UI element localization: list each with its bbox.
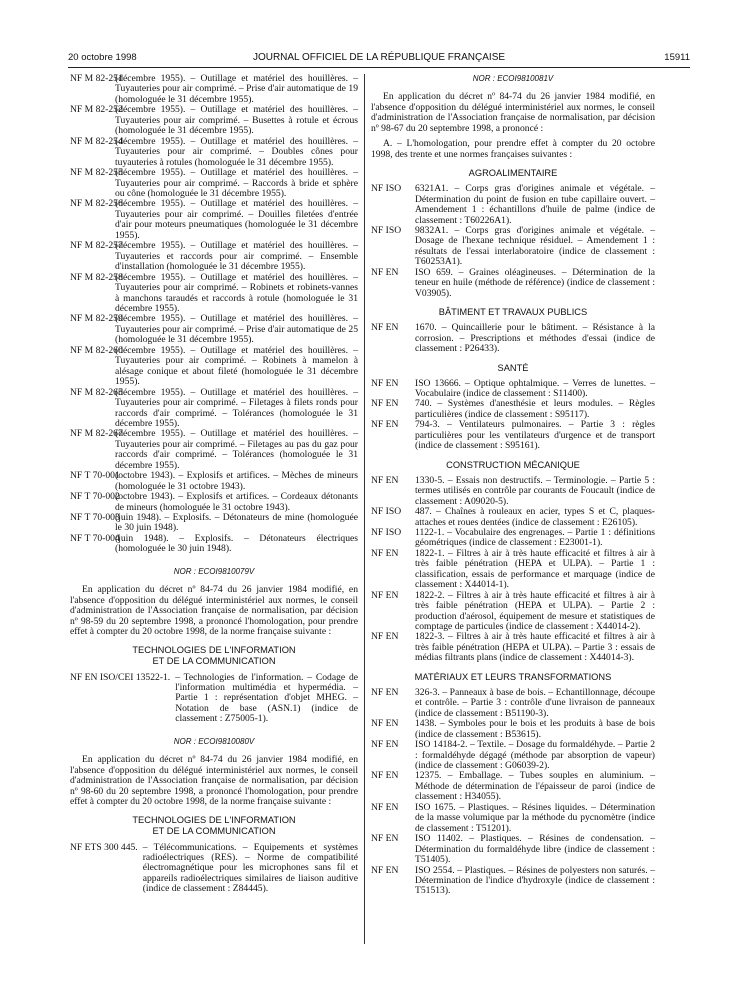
standard-description: 1670. – Quincaillerie pour le bâtiment. – Résistance à la corrosion. – Prescriptions et méthodes d'essai (indice de classement : P26433). <box>415 322 655 355</box>
standard-code: NF EN <box>371 377 399 389</box>
standard-entry <box>70 273 358 315</box>
standard-description: 12375. – Emballage. – Tubes souples en aluminium. – Méthode de détermination de l'épaisseur de paroi (indice de classement : H34055). <box>415 770 655 803</box>
standard-code: NF EN <box>371 547 399 559</box>
standard-entry <box>371 834 655 865</box>
section-title: CONSTRUCTION MÉCANIQUE <box>446 459 580 470</box>
standard-entry <box>371 399 655 420</box>
spacer <box>371 299 655 307</box>
standard-description: (décembre 1955). – Outillage et matériel des houillères. – Tuyauteries et raccords pour air comprimé. – Ensemble d'installation (homologuée le 31 décembre 1955). <box>115 240 358 273</box>
standard-entry <box>70 513 358 534</box>
section-title: BÂTIMENT ET TRAVAUX PUBLICS <box>438 307 588 318</box>
standard-entry <box>371 420 655 451</box>
standard-code: NF EN ISO/CEI 13522-1. <box>70 671 171 683</box>
standard-code: NF ISO <box>371 183 402 195</box>
standard-entry <box>70 429 358 471</box>
standard-description: 6321A1. – Corps gras d'origines animale et végétale. – Détermination du point de fusion en tube capillaire ouvert. – Amendement 1 : échantillons d'huile de palme (indice de classement : T60226A1). <box>415 183 655 226</box>
standard-description: (décembre 1955). – Outillage et matériel des houillères. – Tuyauteries pour air comprimé. – Douilles filetées d'entrée d'air pour moteurs pneumatiques (homologuée le 31 décembre 1955). <box>115 198 358 241</box>
standard-code: NF EN <box>371 589 399 601</box>
standard-entry <box>70 534 358 555</box>
section-title: ET DE LA COMMUNICATION <box>152 655 276 666</box>
standard-entry <box>70 388 358 430</box>
standard-entry <box>70 137 358 168</box>
standard-code: NF M 82-258 <box>70 271 123 283</box>
decree-paragraph: En application du décret nº 84-74 du 26 janvier 1984 modifié, en l'absence d'opposition du délégué interministériel aux normes, le conseil d'administration de l'Association française de normalisation, par décision nº 98-60 du 20 septembre 1998, a prononcé l'homologation, pour prendre effet à compter du 20 octobre 1998, de la norme française suivante : <box>70 754 358 808</box>
standard-code: NF ISO <box>371 526 402 538</box>
standard-code: NF EN <box>371 686 399 698</box>
standard-entry <box>371 379 655 400</box>
left-column <box>70 74 358 895</box>
standard-entry <box>70 74 358 105</box>
standard-code: NF M 82-254 <box>70 135 123 147</box>
standard-code: NF M 82-256 <box>70 198 123 210</box>
standard-description: ISO 14184-2. – Textile. – Dosage du formaldéhyde. – Partie 2 : formaldéhyde dégagé (méthode par absorption de vapeur) (indice de classement : G06039-2). <box>415 739 655 772</box>
standard-code: NF M 82-252 <box>70 104 123 116</box>
standard-entry <box>371 528 655 549</box>
standard-entry <box>371 268 655 299</box>
standard-entry <box>70 314 358 345</box>
standard-description: (octobre 1943). – Explosifs et artifices. – Cordeaux détonants de mineurs (homologuée le 31 octobre 1943). <box>115 491 358 513</box>
standard-entry <box>371 507 655 528</box>
standard-description: (décembre 1955). – Outillage et matériel des houillères. – Tuyauteries pour air comprimé. – Filetages à filets ronds pour raccords d'air comprimé. – Tolérances (homologuée le 31 décembre 1955). <box>115 386 358 429</box>
page-number: 15911 <box>664 52 690 63</box>
section-title: TECHNOLOGIES DE L'INFORMATION <box>132 814 296 825</box>
left-entries <box>70 74 358 555</box>
standard-code: NF M 82-255 <box>70 167 123 179</box>
standard-code: NF T 70-003 <box>70 512 120 524</box>
standard-code: NF ISO <box>371 506 402 518</box>
standard-code: NF T 70-001 <box>70 470 120 482</box>
standard-description: 1822-3. – Filtres à air à très haute efficacité et filtres à air à très faible pénétration (HEPA et ULPA). – Partie 3 : essais de médias filtrants plans (indice de classement : X44014-3). <box>415 631 655 664</box>
standard-entry <box>371 803 655 834</box>
standard-entry <box>371 184 655 226</box>
standard-description: ISO 13666. – Optique ophtalmique. – Verres de lunettes. – Vocabulaire (indice de classement : S11400). <box>415 377 655 399</box>
standard-code: NF EN <box>371 739 399 751</box>
journal-title: JOURNAL OFFICIEL DE LA RÉPUBLIQUE FRANÇAISE <box>252 52 506 63</box>
standard-code: NF EN <box>371 419 399 431</box>
standard-code: NF ETS 300 445. <box>70 841 138 853</box>
standard-entry <box>70 199 358 241</box>
standard-code: NF EN <box>371 631 399 643</box>
standard-description: (décembre 1955). – Outillage et matériel des houillères. – Tuyauteries pour air comprimé. – Robinets à mamelon à alésage conique et about fileté (homologuée le 31 décembre 1955). <box>115 344 358 388</box>
section-title: SANTÉ <box>497 362 529 373</box>
standard-code: NF T 70-004 <box>70 532 120 544</box>
standard-description: 326-3. – Panneaux à base de bois. – Echantillonnage, découpe et contrôle. – Partie 3 : contrôle d'une livraison de panneaux (indice de classement : B51190-3). <box>415 686 655 719</box>
standard-entry <box>371 226 655 268</box>
standard-description: (décembre 1955). – Outillage et matériel des houillères. – Tuyauteries pour air comprimé. – Prise d'air automatique de 19 (homologuée le 31 décembre 1955). <box>115 73 358 105</box>
standard-description: – Technologies de l'information. – Codage de l'information multimédia et hypermédia. – Partie 1 : représentation d'objet MHEG. – Notation de base (ASN.1) (indice de classement : Z75005-1). <box>175 671 358 725</box>
standard-entry <box>70 843 358 895</box>
spacer <box>371 355 655 363</box>
standard-description: ISO 1675. – Plastiques. – Résines liquides. – Détermination de la masse volumique par la méthode du pycnomètre (indice de classement : T51201). <box>415 801 655 834</box>
standard-code: NF M 82-257 <box>70 240 123 252</box>
right-column <box>371 74 655 897</box>
standard-description: (décembre 1955). – Outillage et matériel des houillères. – Tuyauteries pour air comprimé. – Doubles cônes pour tuyauteries à rotules (homologuée le 31 décembre 1955). <box>115 135 358 168</box>
column-separator <box>364 74 365 944</box>
standard-code: NF EN <box>371 718 399 730</box>
standard-description: – Télécommunications. – Equipements et systèmes radioélectriques (RES). – Norme de compatibilité électromagnétique pour les microphones sans fil et appareils radioélectriques similaires de liaison auditive (indice de classement : Z84445). <box>142 841 358 895</box>
standard-code: NF EN <box>371 266 399 278</box>
standard-description: 1330-5. – Essais non destructifs. – Terminologie. – Partie 5 : termes utilisés en contrôle par courants de Foucault (indice de classement : A09020-5). <box>415 474 655 507</box>
standard-entry <box>70 105 358 136</box>
standard-entry <box>70 168 358 199</box>
standard-description: 1822-1. – Filtres à air à très haute efficacité et filtres à air à très faible pénétration (HEPA et ULPA). – Partie 1 : classification, essais de performance et marquage (indice de classement : X44014-1). <box>415 547 655 591</box>
nor-reference: NOR : ECOI9810080V <box>173 736 255 746</box>
standard-entry <box>371 719 655 740</box>
standard-description: (décembre 1955). – Outillage et matériel des houillères. – Tuyauteries pour air comprimé. – Busettes à rotule et écrous (homologuée le 31 décembre 1955). <box>115 104 358 137</box>
standard-entry <box>371 771 655 802</box>
standard-description: (octobre 1943). – Explosifs et artifices. – Mèches de mineurs (homologuée le 31 octobre 1943). <box>115 470 358 492</box>
decree-paragraph: En application du décret nº 84-74 du 26 janvier 1984 modifié, en l'absence d'opposition du délégué interministériel aux normes, le conseil d'administration de l'Association française de normalisation, par décision nº 98-59 du 20 septembre 1998, a prononcé l'homologation, pour prendre effet à compter du 20 octobre 1998, de la norme française suivante : <box>70 584 358 638</box>
standard-entry <box>70 492 358 513</box>
standard-code: NF ISO <box>371 224 402 236</box>
standard-code: NF M 82-259 <box>70 313 123 325</box>
section-title: TECHNOLOGIES DE L'INFORMATION <box>132 644 296 655</box>
standard-description: 1438. – Symboles pour le bois et les produits à base de bois (indice de classement : B53615). <box>415 718 655 740</box>
standard-code: NF T 70-002 <box>70 491 120 503</box>
standard-description: 9832A1. – Corps gras d'origines animale et végétale. – Dosage de l'hexane technique résiduel. – Amendement 1 : résultats de l'essai interlaboratoire (indice de classement : T60253A1). <box>415 224 655 268</box>
standard-description: ISO 2554. – Plastiques. – Résines de polyesters non saturés. – Détermination de l'indice d'hydroxyle (indice de classement : T51513). <box>415 864 655 897</box>
standard-code: NF M 82-260 <box>70 344 123 356</box>
header-date: 20 octobre 1998 <box>68 52 137 63</box>
nor-reference: NOR : ECOI9810081V <box>472 74 554 83</box>
standard-entry <box>70 471 358 492</box>
homologation-paragraph: A. – L'homologation, pour prendre effet à compter du 20 octobre 1998, des trente et une normes françaises suivantes : <box>371 138 655 160</box>
section-title: AGROALIMENTAIRE <box>468 168 558 179</box>
standard-code: NF M 82-267 <box>70 428 123 440</box>
standard-code: NF EN <box>371 398 399 410</box>
standard-description: 794-3. – Ventilateurs pulmonaires. – Partie 3 : règles particulières pour les ventilateurs d'urgence et de transport (indice de classement : S95161). <box>415 419 655 452</box>
standard-description: 1122-1. – Vocabulaire des engrenages. – Partie 1 : définitions géométriques (indice de classement : E23001-1). <box>415 526 655 549</box>
decree-paragraph: En application du décret nº 84-74 du 26 janvier 1984 modifié, en l'absence d'opposition du délégué interministériel aux normes, le conseil d'administration de l'Association française de normalisation, par décision nº 98-67 du 20 septembre 1998, a prononcé : <box>371 91 655 134</box>
spacer <box>371 452 655 460</box>
standard-code: NF EN <box>371 770 399 782</box>
standard-description: (juin 1948). – Explosifs. – Détonateurs électriques (homologuée le 30 juin 1948). <box>115 532 358 555</box>
standard-code: NF EN <box>371 864 399 876</box>
standard-code: NF EN <box>371 322 399 334</box>
right-sections <box>371 160 655 897</box>
standard-entry <box>371 866 655 897</box>
standard-entry <box>70 241 358 272</box>
section-title: ET DE LA COMMUNICATION <box>152 825 276 836</box>
standard-code: NF M 82-251 <box>70 73 123 84</box>
standard-description: 1822-2. – Filtres à air à très haute efficacité et filtres à air à très faible pénétration (HEPA et ULPA). – Partie 2 : production d'aérosol, équipement de mesure et statistiques de comptage de particules (indice de classement : X44014-2). <box>415 589 655 633</box>
standard-code: NF EN <box>371 833 399 845</box>
standard-description: 487. – Chaînes à rouleaux en acier, types S et C, plaques-attaches et roues dentées (indice de classement : E26105). <box>415 506 655 528</box>
nor-reference: NOR : ECOI9810079V <box>173 566 255 576</box>
standard-code: NF M 82-265 <box>70 386 123 398</box>
standard-description: 740. – Systèmes d'anesthésie et leurs modules. – Règles particulières (indice de classement : S95117). <box>415 398 655 420</box>
standard-description: ISO 11402. – Plastiques. – Résines de condensation. – Détermination du formaldéhyde libre (indice de classement : T51405). <box>415 833 655 866</box>
standard-entry <box>371 632 655 663</box>
standard-entry <box>371 549 655 591</box>
header-rule <box>68 67 690 68</box>
standard-description: (décembre 1955). – Outillage et matériel des houillères. – Tuyauteries pour air comprimé. – Filetages au pas du gaz pour raccords d'air comprimé. – Tolérances (homologuée le 31 décembre 1955). <box>115 428 358 471</box>
standard-description: (juin 1948). – Explosifs. – Détonateurs de mine (homologuée le 30 juin 1948). <box>115 512 358 534</box>
standard-entry <box>371 688 655 719</box>
standard-entry <box>70 346 358 388</box>
standard-description: (décembre 1955). – Outillage et matériel des houillères. – Tuyauteries pour air comprimé. – Prise d'air automatique de 25 (homologuée le 31 décembre 1955). <box>115 313 358 346</box>
page-header <box>68 52 690 66</box>
standard-entry <box>70 673 358 725</box>
standard-entry <box>371 476 655 507</box>
standard-code: NF EN <box>371 474 399 486</box>
standard-entry <box>371 740 655 771</box>
spacer <box>371 160 655 168</box>
standard-description: (décembre 1955). – Outillage et matériel des houillères. – Tuyauteries pour air comprimé. – Raccords à bride et sphère ou cône (homologuée le 31 décembre 1955). <box>115 167 358 199</box>
standard-entry <box>371 591 655 633</box>
standard-entry <box>371 323 655 354</box>
spacer <box>371 664 655 672</box>
standard-description: (décembre 1955). – Outillage et matériel des houillères. – Tuyauteries pour air comprimé. – Robinets et robinets-vannes à manchons taraudés et raccords à rotule (homologuée le 31 décembre 1955). <box>115 271 358 314</box>
section-title: MATÉRIAUX ET LEURS TRANSFORMATIONS <box>414 671 612 682</box>
standard-code: NF EN <box>371 801 399 813</box>
standard-description: ISO 659. – Graines oléagineuses. – Détermination de la teneur en huile (méthode de référence) (indice de classement : V03905). <box>415 266 655 299</box>
